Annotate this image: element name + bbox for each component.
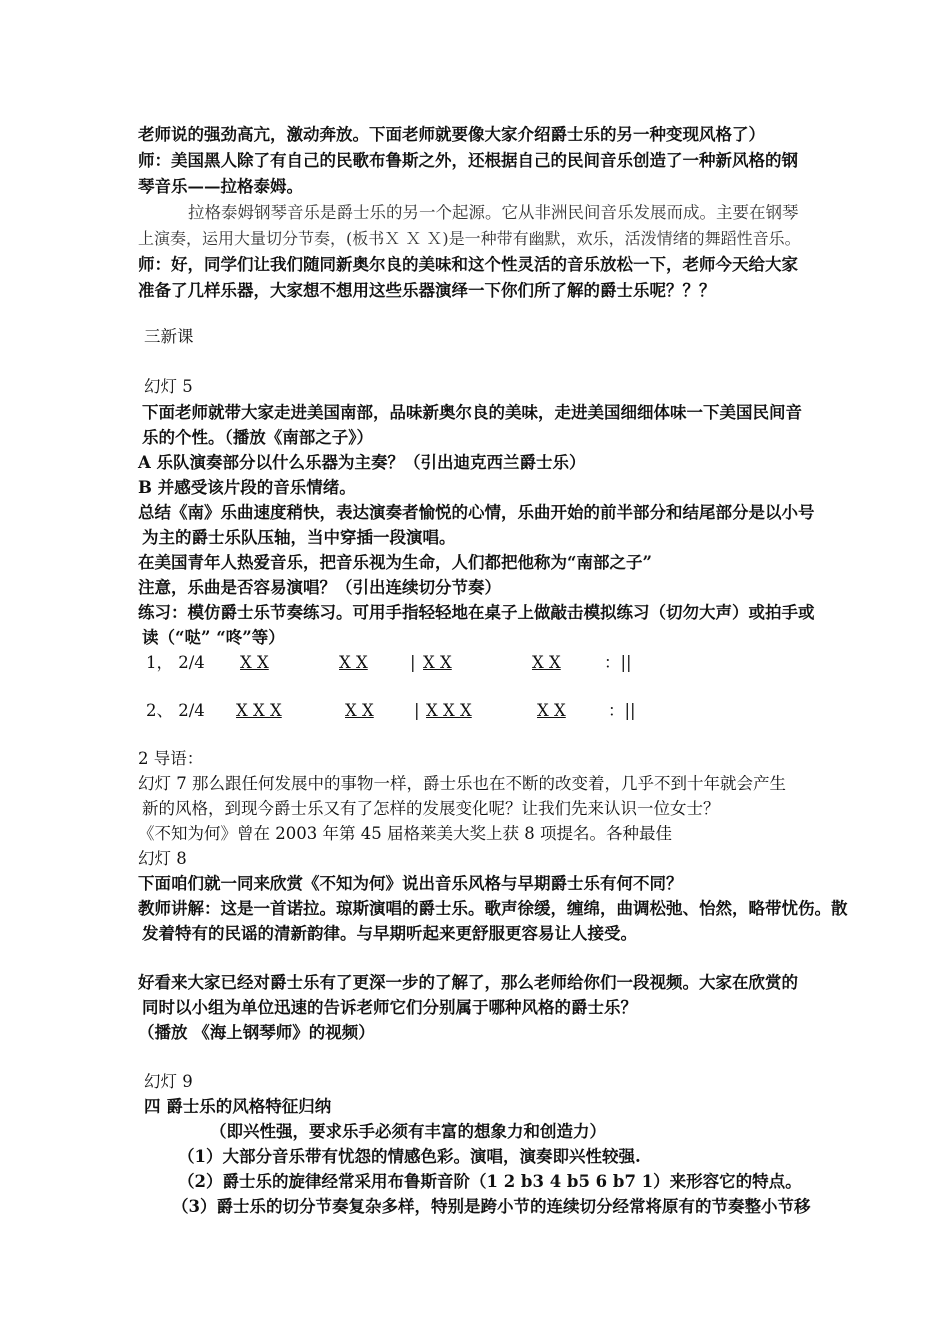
text-line: 下面咱们就一同来欣赏《不知为何》说出音乐风格与早期爵士乐有何不同？ [138,874,683,893]
rhythm-number: 2、 2/4 [146,701,205,720]
rhythm-measure: X X [423,653,452,672]
rhythm-measure: X X [537,701,566,720]
slide-label: 幻灯 8 [138,849,187,868]
text-line: 总结《南》乐曲速度稍快，表达演奏者愉悦的心情，乐曲开始的前半部分和结尾部分是以小号 [138,503,815,522]
text-line: （即兴性强，要求乐手必须有丰富的想象力和创造力） [210,1122,606,1141]
text-line: （播放 《海上钢琴师》的视频） [138,1023,375,1042]
bar-line: | [410,653,416,672]
text-line: 注意，乐曲是否容易演唱？（引出连续切分节奏） [138,578,501,597]
list-item: （3）爵士乐的切分节奏复杂多样，特别是跨小节的连续切分经常将原有的节奏整小节移 [172,1197,811,1216]
rhythm-measure: X X X [236,701,282,720]
question-a: A 乐队演奏部分以什么乐器为主奏？（引出迪克西兰爵士乐） [138,453,586,472]
text-line: 新的风格，到现今爵士乐又有了怎样的发展变化呢？让我们先来认识一位女士？ [142,799,720,818]
rhythm-measure: X X [339,653,368,672]
list-item: （1）大部分音乐带有忧怨的情感色彩。演唱，演奏即兴性较强. [178,1147,641,1166]
rhythm-measure: X X [240,653,269,672]
paragraph-line: 上演奏，运用大量切分节奏，(板书Ｘ Ｘ Ｘ)是一种带有幽默，欢乐，活泼情绪的舞蹈性音乐。 [138,229,801,248]
text-line: 为主的爵士乐队压轴，当中穿插一段演唱。 [142,528,456,547]
slide-label: 幻灯 5 [144,377,193,396]
rhythm-number: 1， 2/4 [146,653,205,672]
text-line: 幻灯 7 那么跟任何发展中的事物一样，爵士乐也在不断的改变着，几乎不到十年就会产生 [138,774,786,793]
rhythm-measure: X X [532,653,561,672]
text-line: 读（“哒” “咚”等） [142,628,285,647]
text-line: 乐的个性。（播放《南部之子》） [142,428,373,447]
text-line: 练习：模仿爵士乐节奏练习。可用手指轻轻地在桌子上做敲击模拟练习（切勿大声）或拍手或 [138,603,815,622]
text-line: 琴音乐——拉格泰姆。 [138,177,303,196]
bar-line: | [414,701,420,720]
rhythm-measure: X X [345,701,374,720]
text-line: 师：好，同学们让我们随同新奥尔良的美味和这个性灵活的音乐放松一下，老师今天给大家 [138,255,798,274]
text-line: 发着特有的民谣的清新韵律。与早期听起来更舒服更容易让人接受。 [142,924,637,943]
repeat-end: ：|| [604,653,632,672]
text-line: 准备了几样乐器，大家想不想用这些乐器演绎一下你们所了解的爵士乐呢？？？ [138,281,716,300]
text-line: 老师说的强劲高亢，激动奔放。下面老师就要像大家介绍爵士乐的另一种变现风格了） [138,125,765,144]
text-line: 《不知为何》曾在 2003 年第 45 届格莱美大奖上获 8 项提名。各种最佳 [138,824,672,843]
text-line: 在美国青年人热爱音乐，把音乐视为生命，人们都把他称为“南部之子” [138,553,652,572]
text-line: 同时以小组为单位迅速的告诉老师它们分别属于哪种风格的爵士乐？ [142,998,637,1017]
rhythm-measure: X X X [426,701,472,720]
text-line: 师：美国黑人除了有自己的民歌布鲁斯之外，还根据自己的民间音乐创造了一种新风格的钢 [138,151,798,170]
section-heading: 三新课 [144,327,194,346]
slide-label: 幻灯 9 [144,1072,193,1091]
section-label: 2 导语： [138,749,204,768]
list-item: （2）爵士乐的旋律经常采用布鲁斯音阶（1 2 b3 4 b5 6 b7 1）来形容它的特点。 [178,1172,802,1191]
text-line: 下面老师就带大家走进美国南部，品味新奥尔良的美味，走进美国细细体味一下美国民间音 [142,403,802,422]
section-heading: 四 爵士乐的风格特征归纳 [144,1097,332,1116]
paragraph-line: 拉格泰姆钢琴音乐是爵士乐的另一个起源。它从非洲民间音乐发展而成。主要在钢琴 [188,203,799,222]
repeat-end: ：|| [608,701,636,720]
text-line: 教师讲解：这是一首诺拉。琼斯演唱的爵士乐。歌声徐缓，缠绵，曲调松弛、怡然，略带忧伤。散 [138,899,848,918]
question-b: B 并感受该片段的音乐情绪。 [138,478,356,497]
text-line: 好看来大家已经对爵士乐有了更深一步的了解了，那么老师给你们一段视频。大家在欣赏的 [138,973,798,992]
